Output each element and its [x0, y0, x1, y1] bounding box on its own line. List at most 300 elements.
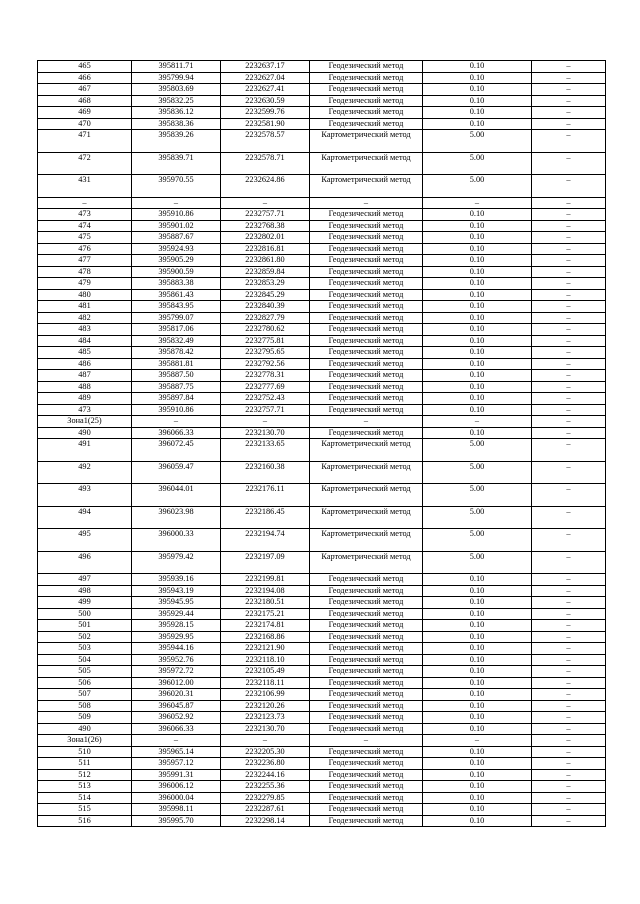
point-number-cell: 493: [38, 484, 132, 507]
accuracy-cell: 0.10: [423, 620, 532, 632]
method-cell: –: [310, 735, 423, 747]
note-cell: –: [532, 461, 606, 484]
x-coordinate-cell: 395910.86: [132, 404, 221, 416]
table-row: [38, 792, 606, 804]
x-coordinate-cell: –: [132, 197, 221, 209]
accuracy-cell: 0.10: [423, 746, 532, 758]
table-row: [38, 427, 606, 439]
y-coordinate-cell: 2232255.36: [221, 781, 310, 793]
x-coordinate-cell: 395832.49: [132, 335, 221, 347]
accuracy-cell: 0.10: [423, 301, 532, 313]
point-number-cell: 469: [38, 107, 132, 119]
note-cell: –: [532, 574, 606, 586]
accuracy-cell: 0.10: [423, 427, 532, 439]
y-coordinate-cell: –: [221, 416, 310, 428]
accuracy-cell: 0.10: [423, 95, 532, 107]
note-cell: –: [532, 61, 606, 73]
table-row: [38, 404, 606, 416]
table-row: [38, 175, 606, 198]
note-cell: –: [532, 243, 606, 255]
table-row: [38, 723, 606, 735]
note-cell: –: [532, 393, 606, 405]
table-row: [38, 712, 606, 724]
x-coordinate-cell: 396045.87: [132, 700, 221, 712]
method-cell: Геодезический метод: [310, 585, 423, 597]
note-cell: –: [532, 439, 606, 462]
y-coordinate-cell: 2232630.59: [221, 95, 310, 107]
accuracy-cell: 0.10: [423, 700, 532, 712]
x-coordinate-cell: 395965.14: [132, 746, 221, 758]
accuracy-cell: 0.10: [423, 347, 532, 359]
table-row: [38, 574, 606, 586]
point-number-cell: 465: [38, 61, 132, 73]
note-cell: –: [532, 72, 606, 84]
accuracy-cell: –: [423, 735, 532, 747]
point-number-cell: 490: [38, 723, 132, 735]
accuracy-cell: 0.10: [423, 312, 532, 324]
method-cell: Геодезический метод: [310, 769, 423, 781]
point-number-cell: –: [38, 197, 132, 209]
y-coordinate-cell: 2232802.01: [221, 232, 310, 244]
table-row: [38, 255, 606, 267]
point-number-cell: 497: [38, 574, 132, 586]
table-row: [38, 804, 606, 816]
table-row: [38, 95, 606, 107]
method-cell: Геодезический метод: [310, 427, 423, 439]
y-coordinate-cell: 2232168.86: [221, 631, 310, 643]
note-cell: –: [532, 631, 606, 643]
method-cell: Картометрический метод: [310, 484, 423, 507]
point-number-cell: 504: [38, 654, 132, 666]
accuracy-cell: 0.10: [423, 220, 532, 232]
note-cell: –: [532, 266, 606, 278]
method-cell: Геодезический метод: [310, 393, 423, 405]
note-cell: –: [532, 107, 606, 119]
y-coordinate-cell: 2232205.30: [221, 746, 310, 758]
method-cell: Геодезический метод: [310, 289, 423, 301]
table-row: [38, 393, 606, 405]
point-number-cell: 467: [38, 84, 132, 96]
table-row: [38, 381, 606, 393]
x-coordinate-cell: 395929.44: [132, 608, 221, 620]
y-coordinate-cell: 2232133.65: [221, 439, 310, 462]
table-row: [38, 130, 606, 153]
x-coordinate-cell: 395944.16: [132, 643, 221, 655]
note-cell: –: [532, 689, 606, 701]
accuracy-cell: 0.10: [423, 61, 532, 73]
method-cell: Геодезический метод: [310, 61, 423, 73]
accuracy-cell: 0.10: [423, 654, 532, 666]
x-coordinate-cell: 396000.04: [132, 792, 221, 804]
x-coordinate-cell: 395839.26: [132, 130, 221, 153]
note-cell: –: [532, 278, 606, 290]
accuracy-cell: 0.10: [423, 324, 532, 336]
x-coordinate-cell: 395799.94: [132, 72, 221, 84]
point-number-cell: 478: [38, 266, 132, 278]
coordinates-table: [37, 60, 606, 827]
table-row: [38, 461, 606, 484]
accuracy-cell: 0.10: [423, 289, 532, 301]
accuracy-cell: 0.10: [423, 769, 532, 781]
y-coordinate-cell: 2232197.09: [221, 551, 310, 574]
table-row: [38, 769, 606, 781]
note-cell: –: [532, 220, 606, 232]
method-cell: Геодезический метод: [310, 666, 423, 678]
note-cell: –: [532, 197, 606, 209]
y-coordinate-cell: 2232160.38: [221, 461, 310, 484]
x-coordinate-cell: 395887.67: [132, 232, 221, 244]
point-number-cell: 485: [38, 347, 132, 359]
point-number-cell: 514: [38, 792, 132, 804]
table-row: [38, 278, 606, 290]
y-coordinate-cell: 2232599.76: [221, 107, 310, 119]
accuracy-cell: 0.10: [423, 574, 532, 586]
x-coordinate-cell: 396052.92: [132, 712, 221, 724]
note-cell: –: [532, 712, 606, 724]
point-number-cell: Зона1(26): [38, 735, 132, 747]
method-cell: Геодезический метод: [310, 232, 423, 244]
table-row: [38, 312, 606, 324]
point-number-cell: 515: [38, 804, 132, 816]
note-cell: –: [532, 312, 606, 324]
y-coordinate-cell: 2232578.57: [221, 130, 310, 153]
method-cell: Геодезический метод: [310, 404, 423, 416]
table-row: [38, 677, 606, 689]
table-row: [38, 347, 606, 359]
y-coordinate-cell: 2232853.29: [221, 278, 310, 290]
method-cell: Геодезический метод: [310, 608, 423, 620]
point-number-cell: 509: [38, 712, 132, 724]
y-coordinate-cell: 2232194.74: [221, 529, 310, 552]
x-coordinate-cell: 396066.33: [132, 427, 221, 439]
note-cell: –: [532, 746, 606, 758]
method-cell: Картометрический метод: [310, 152, 423, 175]
point-number-cell: 496: [38, 551, 132, 574]
note-cell: –: [532, 381, 606, 393]
table-row: [38, 232, 606, 244]
point-number-cell: 506: [38, 677, 132, 689]
note-cell: –: [532, 608, 606, 620]
x-coordinate-cell: 395952.76: [132, 654, 221, 666]
method-cell: Геодезический метод: [310, 358, 423, 370]
x-coordinate-cell: 395943.19: [132, 585, 221, 597]
accuracy-cell: 0.10: [423, 666, 532, 678]
x-coordinate-cell: 395998.11: [132, 804, 221, 816]
y-coordinate-cell: 2232757.71: [221, 209, 310, 221]
x-coordinate-cell: 396012.00: [132, 677, 221, 689]
accuracy-cell: 0.10: [423, 631, 532, 643]
table-row: [38, 335, 606, 347]
method-cell: Геодезический метод: [310, 243, 423, 255]
y-coordinate-cell: 2232279.85: [221, 792, 310, 804]
x-coordinate-cell: 395878.42: [132, 347, 221, 359]
method-cell: Картометрический метод: [310, 439, 423, 462]
table-row: [38, 506, 606, 529]
note-cell: –: [532, 301, 606, 313]
note-cell: –: [532, 118, 606, 130]
table-row: [38, 529, 606, 552]
note-cell: –: [532, 654, 606, 666]
x-coordinate-cell: 395817.06: [132, 324, 221, 336]
x-coordinate-cell: 395843.95: [132, 301, 221, 313]
table-row: [38, 289, 606, 301]
y-coordinate-cell: 2232118.10: [221, 654, 310, 666]
accuracy-cell: 0.10: [423, 792, 532, 804]
note-cell: –: [532, 289, 606, 301]
note-cell: –: [532, 324, 606, 336]
point-number-cell: 502: [38, 631, 132, 643]
table-row: [38, 197, 606, 209]
accuracy-cell: 0.10: [423, 781, 532, 793]
y-coordinate-cell: 2232123.73: [221, 712, 310, 724]
point-number-cell: 481: [38, 301, 132, 313]
method-cell: Геодезический метод: [310, 620, 423, 632]
point-number-cell: 488: [38, 381, 132, 393]
accuracy-cell: 0.10: [423, 677, 532, 689]
x-coordinate-cell: 395832.25: [132, 95, 221, 107]
point-number-cell: 472: [38, 152, 132, 175]
method-cell: Геодезический метод: [310, 84, 423, 96]
table-row: [38, 152, 606, 175]
x-coordinate-cell: 395838.36: [132, 118, 221, 130]
x-coordinate-cell: 396023.98: [132, 506, 221, 529]
note-cell: –: [532, 232, 606, 244]
method-cell: Картометрический метод: [310, 130, 423, 153]
table-row: [38, 107, 606, 119]
point-number-cell: 499: [38, 597, 132, 609]
table-row: [38, 266, 606, 278]
point-number-cell: 470: [38, 118, 132, 130]
method-cell: Картометрический метод: [310, 529, 423, 552]
table-row: [38, 243, 606, 255]
table-row: [38, 654, 606, 666]
y-coordinate-cell: 2232816.81: [221, 243, 310, 255]
table-row: [38, 324, 606, 336]
method-cell: Геодезический метод: [310, 792, 423, 804]
point-number-cell: 507: [38, 689, 132, 701]
point-number-cell: 491: [38, 439, 132, 462]
method-cell: Геодезический метод: [310, 712, 423, 724]
note-cell: –: [532, 175, 606, 198]
note-cell: –: [532, 792, 606, 804]
point-number-cell: 495: [38, 529, 132, 552]
method-cell: Картометрический метод: [310, 506, 423, 529]
table-row: [38, 735, 606, 747]
point-number-cell: 498: [38, 585, 132, 597]
y-coordinate-cell: 2232180.51: [221, 597, 310, 609]
accuracy-cell: 0.10: [423, 643, 532, 655]
note-cell: –: [532, 427, 606, 439]
accuracy-cell: 0.10: [423, 232, 532, 244]
point-number-cell: 508: [38, 700, 132, 712]
method-cell: Геодезический метод: [310, 220, 423, 232]
y-coordinate-cell: 2232777.69: [221, 381, 310, 393]
x-coordinate-cell: 395939.16: [132, 574, 221, 586]
table-row: [38, 781, 606, 793]
note-cell: –: [532, 769, 606, 781]
note-cell: –: [532, 735, 606, 747]
point-number-cell: 501: [38, 620, 132, 632]
x-coordinate-cell: 395995.70: [132, 815, 221, 827]
method-cell: Картометрический метод: [310, 461, 423, 484]
x-coordinate-cell: 395897.84: [132, 393, 221, 405]
point-number-cell: 483: [38, 324, 132, 336]
method-cell: Геодезический метод: [310, 370, 423, 382]
x-coordinate-cell: 395887.75: [132, 381, 221, 393]
x-coordinate-cell: –: [132, 416, 221, 428]
note-cell: –: [532, 347, 606, 359]
method-cell: Геодезический метод: [310, 255, 423, 267]
x-coordinate-cell: 396000.33: [132, 529, 221, 552]
note-cell: –: [532, 758, 606, 770]
y-coordinate-cell: 2232627.41: [221, 84, 310, 96]
method-cell: Геодезический метод: [310, 723, 423, 735]
y-coordinate-cell: 2232792.56: [221, 358, 310, 370]
y-coordinate-cell: 2232752.43: [221, 393, 310, 405]
method-cell: Геодезический метод: [310, 815, 423, 827]
table-row: [38, 689, 606, 701]
table-row: [38, 746, 606, 758]
table-row: [38, 118, 606, 130]
accuracy-cell: 5.00: [423, 439, 532, 462]
y-coordinate-cell: 2232775.81: [221, 335, 310, 347]
point-number-cell: 477: [38, 255, 132, 267]
accuracy-cell: 5.00: [423, 175, 532, 198]
accuracy-cell: 0.10: [423, 608, 532, 620]
point-number-cell: 487: [38, 370, 132, 382]
method-cell: Геодезический метод: [310, 689, 423, 701]
y-coordinate-cell: 2232186.45: [221, 506, 310, 529]
note-cell: –: [532, 130, 606, 153]
table-row: [38, 631, 606, 643]
point-number-cell: 479: [38, 278, 132, 290]
x-coordinate-cell: 396066.33: [132, 723, 221, 735]
x-coordinate-cell: 395839.71: [132, 152, 221, 175]
note-cell: –: [532, 620, 606, 632]
table-row: [38, 416, 606, 428]
method-cell: Геодезический метод: [310, 266, 423, 278]
note-cell: –: [532, 506, 606, 529]
table-row: [38, 620, 606, 632]
method-cell: Геодезический метод: [310, 677, 423, 689]
accuracy-cell: –: [423, 416, 532, 428]
x-coordinate-cell: 395924.93: [132, 243, 221, 255]
x-coordinate-cell: 395991.31: [132, 769, 221, 781]
table-row: [38, 551, 606, 574]
y-coordinate-cell: 2232194.08: [221, 585, 310, 597]
table-row: [38, 585, 606, 597]
table-row: [38, 758, 606, 770]
method-cell: Геодезический метод: [310, 643, 423, 655]
y-coordinate-cell: 2232845.29: [221, 289, 310, 301]
y-coordinate-cell: 2232780.62: [221, 324, 310, 336]
accuracy-cell: 0.10: [423, 712, 532, 724]
x-coordinate-cell: 395900.59: [132, 266, 221, 278]
point-number-cell: 473: [38, 209, 132, 221]
note-cell: –: [532, 804, 606, 816]
accuracy-cell: 5.00: [423, 506, 532, 529]
accuracy-cell: 0.10: [423, 209, 532, 221]
x-coordinate-cell: 396020.31: [132, 689, 221, 701]
method-cell: Геодезический метод: [310, 95, 423, 107]
y-coordinate-cell: 2232130.70: [221, 427, 310, 439]
method-cell: Геодезический метод: [310, 597, 423, 609]
accuracy-cell: 0.10: [423, 815, 532, 827]
note-cell: –: [532, 255, 606, 267]
y-coordinate-cell: 2232176.11: [221, 484, 310, 507]
y-coordinate-cell: 2232121.90: [221, 643, 310, 655]
note-cell: –: [532, 484, 606, 507]
table-row: [38, 597, 606, 609]
point-number-cell: 466: [38, 72, 132, 84]
point-number-cell: 494: [38, 506, 132, 529]
y-coordinate-cell: 2232778.31: [221, 370, 310, 382]
y-coordinate-cell: 2232861.80: [221, 255, 310, 267]
point-number-cell: 516: [38, 815, 132, 827]
note-cell: –: [532, 700, 606, 712]
method-cell: Геодезический метод: [310, 301, 423, 313]
x-coordinate-cell: 396006.12: [132, 781, 221, 793]
method-cell: Геодезический метод: [310, 118, 423, 130]
y-coordinate-cell: 2232768.38: [221, 220, 310, 232]
note-cell: –: [532, 815, 606, 827]
method-cell: –: [310, 416, 423, 428]
y-coordinate-cell: 2232859.84: [221, 266, 310, 278]
note-cell: –: [532, 358, 606, 370]
note-cell: –: [532, 781, 606, 793]
x-coordinate-cell: 395979.42: [132, 551, 221, 574]
note-cell: –: [532, 677, 606, 689]
coordinates-table-body: [38, 61, 606, 827]
x-coordinate-cell: 395928.15: [132, 620, 221, 632]
x-coordinate-cell: 395945.95: [132, 597, 221, 609]
point-number-cell: 480: [38, 289, 132, 301]
table-row: [38, 370, 606, 382]
y-coordinate-cell: 2232624.86: [221, 175, 310, 198]
method-cell: Геодезический метод: [310, 278, 423, 290]
accuracy-cell: 0.10: [423, 758, 532, 770]
method-cell: Геодезический метод: [310, 381, 423, 393]
note-cell: –: [532, 551, 606, 574]
method-cell: Геодезический метод: [310, 654, 423, 666]
method-cell: Картометрический метод: [310, 175, 423, 198]
note-cell: –: [532, 95, 606, 107]
point-number-cell: 484: [38, 335, 132, 347]
table-row: [38, 643, 606, 655]
y-coordinate-cell: 2232757.71: [221, 404, 310, 416]
table-row: [38, 301, 606, 313]
note-cell: –: [532, 335, 606, 347]
accuracy-cell: 0.10: [423, 370, 532, 382]
y-coordinate-cell: 2232627.04: [221, 72, 310, 84]
note-cell: –: [532, 643, 606, 655]
table-row: [38, 358, 606, 370]
y-coordinate-cell: 2232578.71: [221, 152, 310, 175]
accuracy-cell: 0.10: [423, 278, 532, 290]
note-cell: –: [532, 370, 606, 382]
x-coordinate-cell: 395970.55: [132, 175, 221, 198]
point-number-cell: 473: [38, 404, 132, 416]
x-coordinate-cell: 395972.72: [132, 666, 221, 678]
point-number-cell: 492: [38, 461, 132, 484]
accuracy-cell: 0.10: [423, 723, 532, 735]
method-cell: Геодезический метод: [310, 107, 423, 119]
accuracy-cell: 0.10: [423, 393, 532, 405]
point-number-cell: Зона1(25): [38, 416, 132, 428]
table-row: [38, 484, 606, 507]
y-coordinate-cell: –: [221, 735, 310, 747]
method-cell: Геодезический метод: [310, 631, 423, 643]
